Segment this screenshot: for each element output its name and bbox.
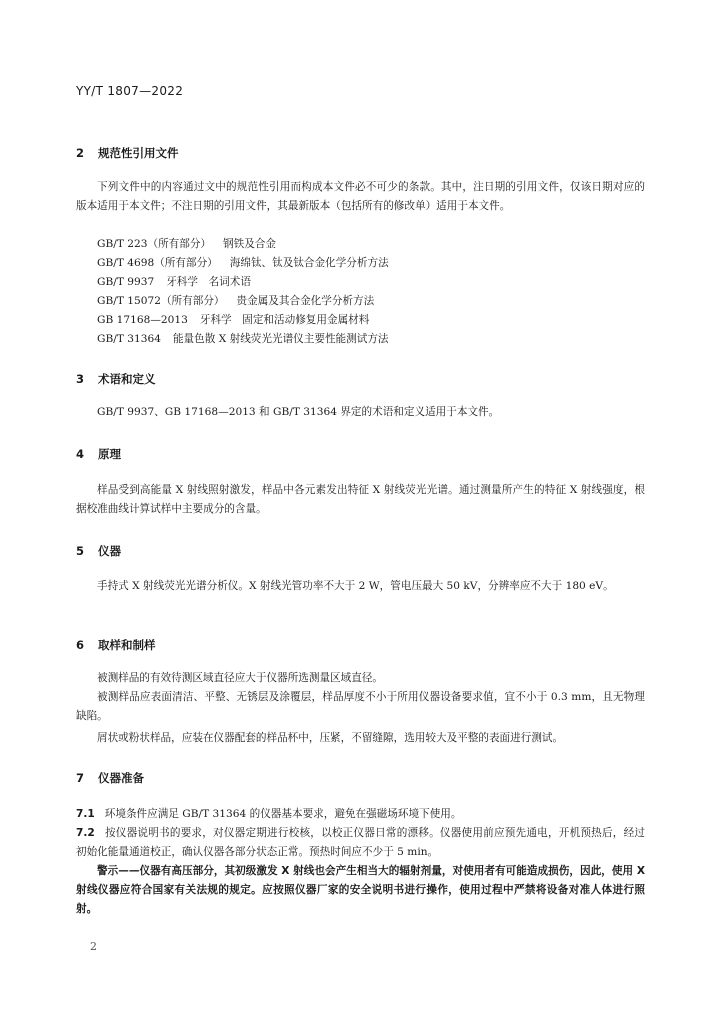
reference-item <box>97 254 389 273</box>
section-number: 3 <box>76 372 85 386</box>
safety-warning: 警示——仪器有高压部分，其初级激发 X 射线也会产生相当大的辐射剂量，对使用者有可能造成损伤，因此，使用 X 射线仪器应符合国家有关法规的规定。应按照仪器厂家的安全说明书进行操作，使用过程中严禁将设备对准人体进行照射。 <box>76 865 645 915</box>
apparatus-text: 手持式 X 射线荧光光谱分析仪。X 射线光管功率不大于 2 W，管电压最大 50 kV，分辨率应不大于 180 eV。 <box>97 580 614 592</box>
document-header: YY/T 1807—2022 <box>76 84 184 98</box>
clause-7-2 <box>76 824 645 862</box>
section-2-heading <box>76 145 179 161</box>
reference-title: 牙科学 名词术语 <box>166 276 251 288</box>
section-number: 7 <box>76 771 85 785</box>
clause-7-1 <box>76 805 645 824</box>
reference-code: GB/T 223（所有部分） <box>97 238 212 250</box>
section-title: 取样和制样 <box>98 638 156 652</box>
clause-number: 7.1 <box>76 808 95 820</box>
reference-code: GB/T 15072（所有部分） <box>97 295 225 307</box>
normative-references-intro: 下列文件中的内容通过文中的规范性引用而构成本文件必不可少的条款。其中，注日期的引用文件，仅该日期对应的版本适用于本文件；不注日期的引用文件，其最新版本（包括所有的修改单）适用于本文件。 <box>76 181 645 212</box>
section-number: 5 <box>76 544 85 558</box>
section-title: 规范性引用文件 <box>98 146 179 160</box>
reference-item <box>97 235 276 254</box>
sampling-paragraph-3: 屑状或粉状样品，应装在仪器配套的样品杯中，压紧，不留缝隙，选用较大及平整的表面进行测试。 <box>97 732 564 744</box>
reference-code: GB/T 4698（所有部分） <box>97 257 218 269</box>
section-3-heading <box>76 371 156 387</box>
reference-code: GB 17168—2013 <box>97 314 188 326</box>
section-number: 2 <box>76 146 85 160</box>
reference-title: 钢铁及合金 <box>223 238 277 250</box>
principle-text: 样品受到高能量 X 射线照射激发，样品中各元素发出特征 X 射线荧光光谱。通过测量所产生的特征 X 射线强度，根据校准曲线计算试样中主要成分的含量。 <box>76 484 645 515</box>
reference-title: 牙科学 固定和活动修复用金属材料 <box>199 314 370 326</box>
section-title: 原理 <box>98 447 122 461</box>
section-title: 仪器准备 <box>98 771 145 785</box>
section-title: 仪器 <box>98 544 122 558</box>
reference-title: 海绵钛、钛及钛合金化学分析方法 <box>229 257 389 269</box>
reference-title: 能量色散 X 射线荧光光谱仪主要性能测试方法 <box>172 333 389 345</box>
clause-text: 环境条件应满足 GB/T 31364 的仪器基本要求，避免在强磁场环境下使用。 <box>104 808 462 820</box>
sampling-paragraph-2: 被测样品应表面清洁、平整、无锈层及涂覆层，样品厚度不小于所用仪器设备要求值，宜不小于 0.3 mm，且无物理缺陷。 <box>76 691 645 722</box>
sampling-paragraph-1: 被测样品的有效待测区域直径应大于仪器所选测量区域直径。 <box>97 672 384 684</box>
reference-item <box>97 273 251 292</box>
reference-code: GB/T 9937 <box>97 276 155 288</box>
section-title: 术语和定义 <box>98 372 156 386</box>
reference-code: GB/T 31364 <box>97 333 161 345</box>
clause-number: 7.2 <box>76 827 95 839</box>
terms-text: GB/T 9937、GB 17168—2013 和 GB/T 31364 界定的术语和定义适用于本文件。 <box>97 406 500 418</box>
reference-title: 贵金属及其合金化学分析方法 <box>236 295 375 307</box>
section-number: 6 <box>76 638 85 652</box>
section-number: 4 <box>76 447 85 461</box>
reference-item <box>97 330 389 349</box>
section-6-heading <box>76 637 156 653</box>
clause-text: 按仪器说明书的要求，对仪器定期进行校核，以校正仪器日常的漂移。仪器使用前应预先通电，开机预热后，经过初始化能量通道校正，确认仪器各部分状态正常。预热时间应不少于 5 min。 <box>76 827 645 858</box>
section-7-heading <box>76 770 144 786</box>
section-5-heading <box>76 543 121 559</box>
reference-item <box>97 311 369 330</box>
page-number: 2 <box>90 940 97 953</box>
section-4-heading <box>76 446 121 462</box>
reference-item <box>97 292 374 311</box>
